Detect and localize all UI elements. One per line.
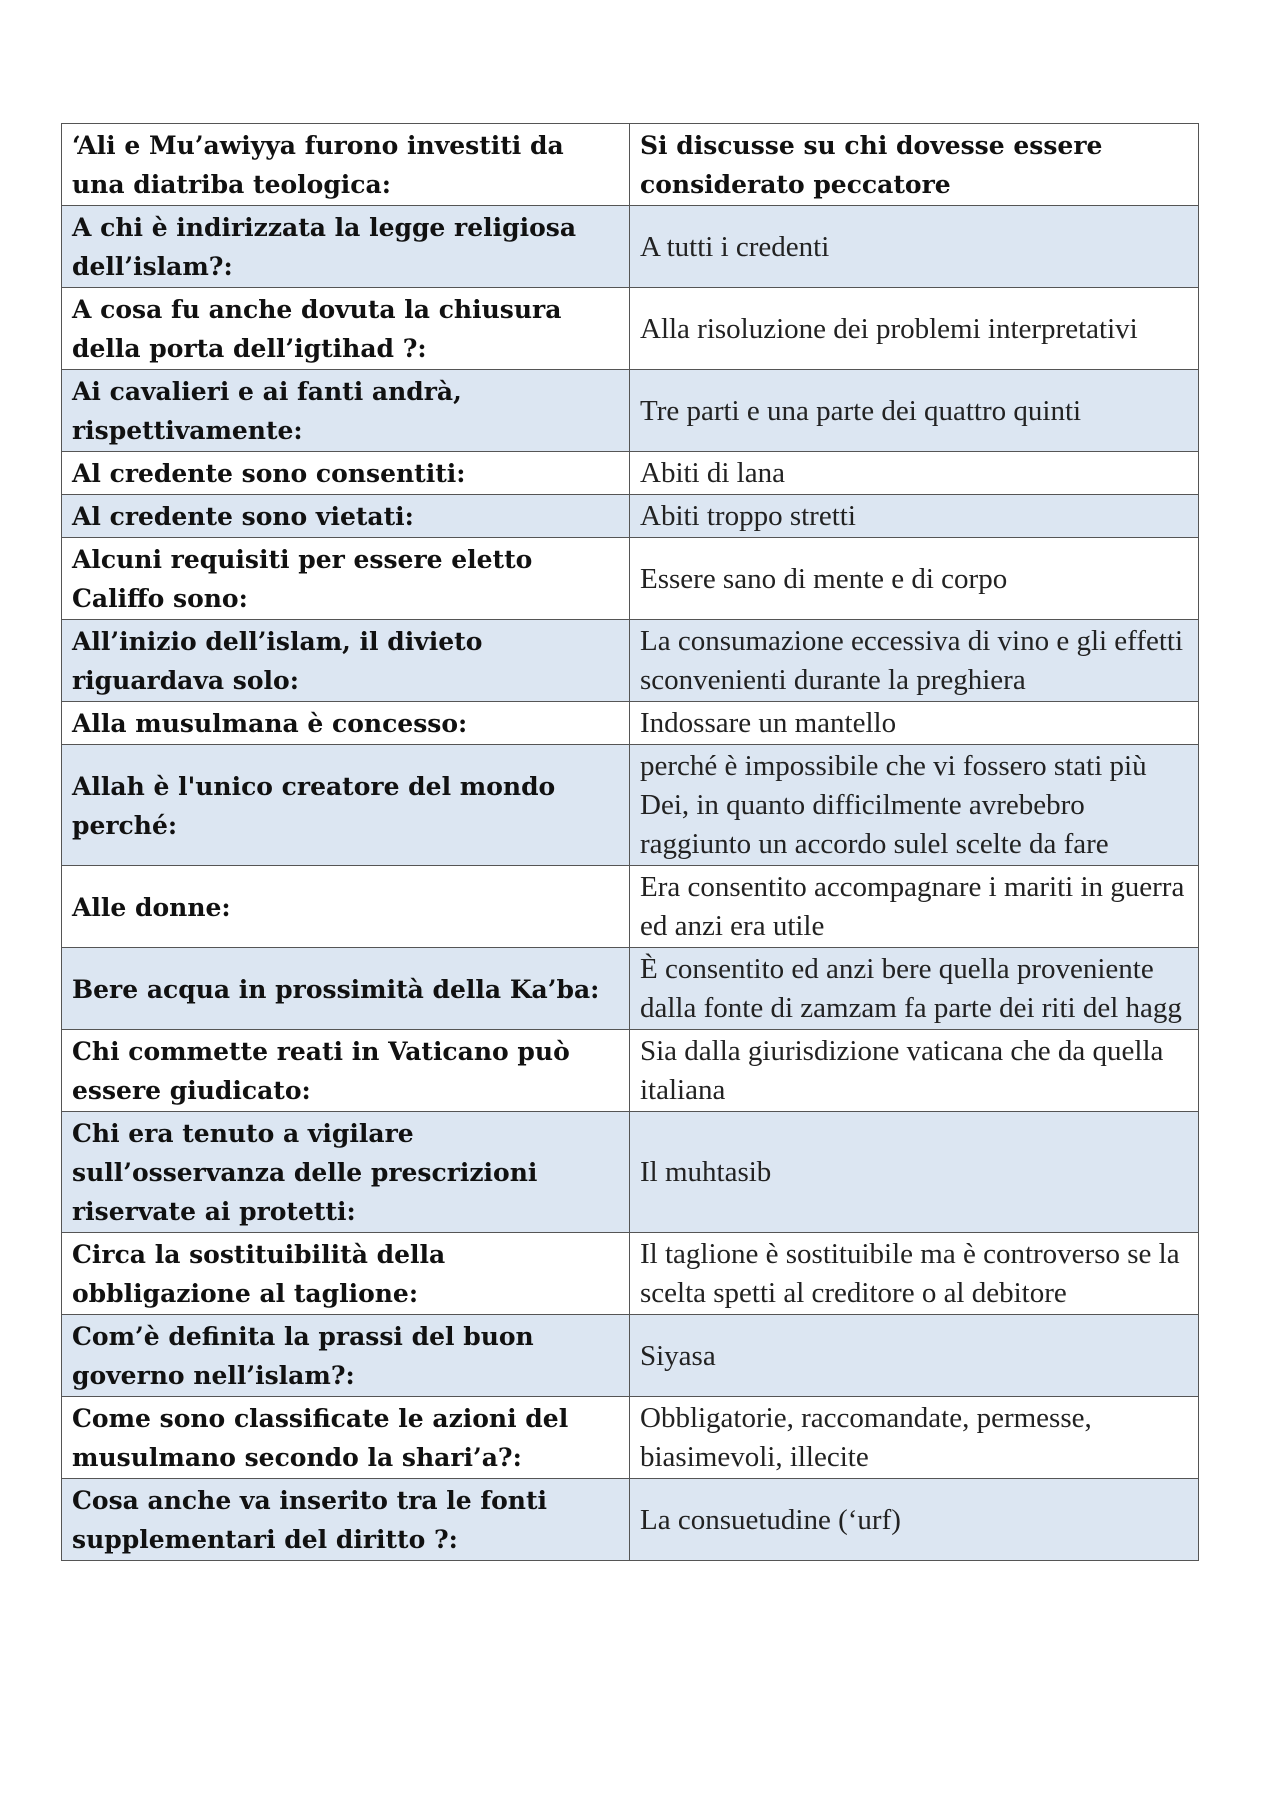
question-cell: Cosa anche va inserito tra le fonti supplementari del diritto ?:	[62, 1479, 630, 1561]
answer-cell: Abiti di lana	[630, 452, 1199, 495]
question-cell: Circa la sostituibilità della obbligazione al taglione:	[62, 1233, 630, 1315]
question-cell: Al credente sono vietati:	[62, 495, 630, 538]
table-row	[62, 538, 1199, 620]
table-row	[62, 452, 1199, 495]
question-cell: A chi è indirizzata la legge religiosa dell’islam?:	[62, 206, 630, 288]
question-cell: All’inizio dell’islam, il divieto riguardava solo:	[62, 620, 630, 702]
answer-cell: Abiti troppo stretti	[630, 495, 1199, 538]
question-cell: Allah è l'unico creatore del mondo perché:	[62, 745, 630, 866]
question-cell: Bere acqua in prossimità della Ka’ba:	[62, 948, 630, 1030]
answer-cell: Siyasa	[630, 1315, 1199, 1397]
table-row	[62, 702, 1199, 745]
question-cell: Com’è definita la prassi del buon governo nell’islam?:	[62, 1315, 630, 1397]
answer-cell: Alla risoluzione dei problemi interpretativi	[630, 288, 1199, 370]
answer-cell: Tre parti e una parte dei quattro quinti	[630, 370, 1199, 452]
answer-cell: Il taglione è sostituibile ma è controverso se la scelta spetti al creditore o al debitore	[630, 1233, 1199, 1315]
table-row	[62, 495, 1199, 538]
table-row	[62, 745, 1199, 866]
table-row	[62, 206, 1199, 288]
answer-cell: perché è impossibile che vi fossero stati più Dei, in quanto difficilmente avrebebro raggiunto un accordo sulel scelte da fare	[630, 745, 1199, 866]
question-cell: Come sono classificate le azioni del musulmano secondo la shari’a?:	[62, 1397, 630, 1479]
answer-cell: Il muhtasib	[630, 1112, 1199, 1233]
qa-table	[61, 123, 1199, 1561]
answer-cell: La consumazione eccessiva di vino e gli effetti sconvenienti durante la preghiera	[630, 620, 1199, 702]
table-row	[62, 124, 1199, 206]
question-cell: A cosa fu anche dovuta la chiusura della porta dell’igtihad ?:	[62, 288, 630, 370]
table-row	[62, 1233, 1199, 1315]
question-cell: Chi commette reati in Vaticano può essere giudicato:	[62, 1030, 630, 1112]
answer-cell: Si discusse su chi dovesse essere considerato peccatore	[630, 124, 1199, 206]
table-row	[62, 866, 1199, 948]
table-row	[62, 1030, 1199, 1112]
question-cell: Ai cavalieri e ai fanti andrà, rispettivamente:	[62, 370, 630, 452]
answer-cell: Sia dalla giurisdizione vaticana che da quella italiana	[630, 1030, 1199, 1112]
answer-cell: Indossare un mantello	[630, 702, 1199, 745]
question-cell: Chi era tenuto a vigilare sull’osservanza delle prescrizioni riservate ai protetti:	[62, 1112, 630, 1233]
answer-cell: Era consentito accompagnare i mariti in guerra ed anzi era utile	[630, 866, 1199, 948]
qa-table-body	[62, 124, 1199, 1561]
table-row	[62, 1479, 1199, 1561]
answer-cell: Obbligatorie, raccomandate, permesse, biasimevoli, illecite	[630, 1397, 1199, 1479]
table-row	[62, 948, 1199, 1030]
question-cell: Alle donne:	[62, 866, 630, 948]
answer-cell: Essere sano di mente e di corpo	[630, 538, 1199, 620]
question-cell: ‘Ali e Mu’awiyya furono investiti da una diatriba teologica:	[62, 124, 630, 206]
answer-cell: La consuetudine (‘urf)	[630, 1479, 1199, 1561]
question-cell: Alla musulmana è concesso:	[62, 702, 630, 745]
table-row	[62, 1112, 1199, 1233]
table-row	[62, 1315, 1199, 1397]
question-cell: Alcuni requisiti per essere eletto Califfo sono:	[62, 538, 630, 620]
table-row	[62, 620, 1199, 702]
answer-cell: A tutti i credenti	[630, 206, 1199, 288]
answer-cell: È consentito ed anzi bere quella proveniente dalla fonte di zamzam fa parte dei riti del hagg	[630, 948, 1199, 1030]
table-row	[62, 370, 1199, 452]
table-row	[62, 288, 1199, 370]
table-row	[62, 1397, 1199, 1479]
question-cell: Al credente sono consentiti:	[62, 452, 630, 495]
